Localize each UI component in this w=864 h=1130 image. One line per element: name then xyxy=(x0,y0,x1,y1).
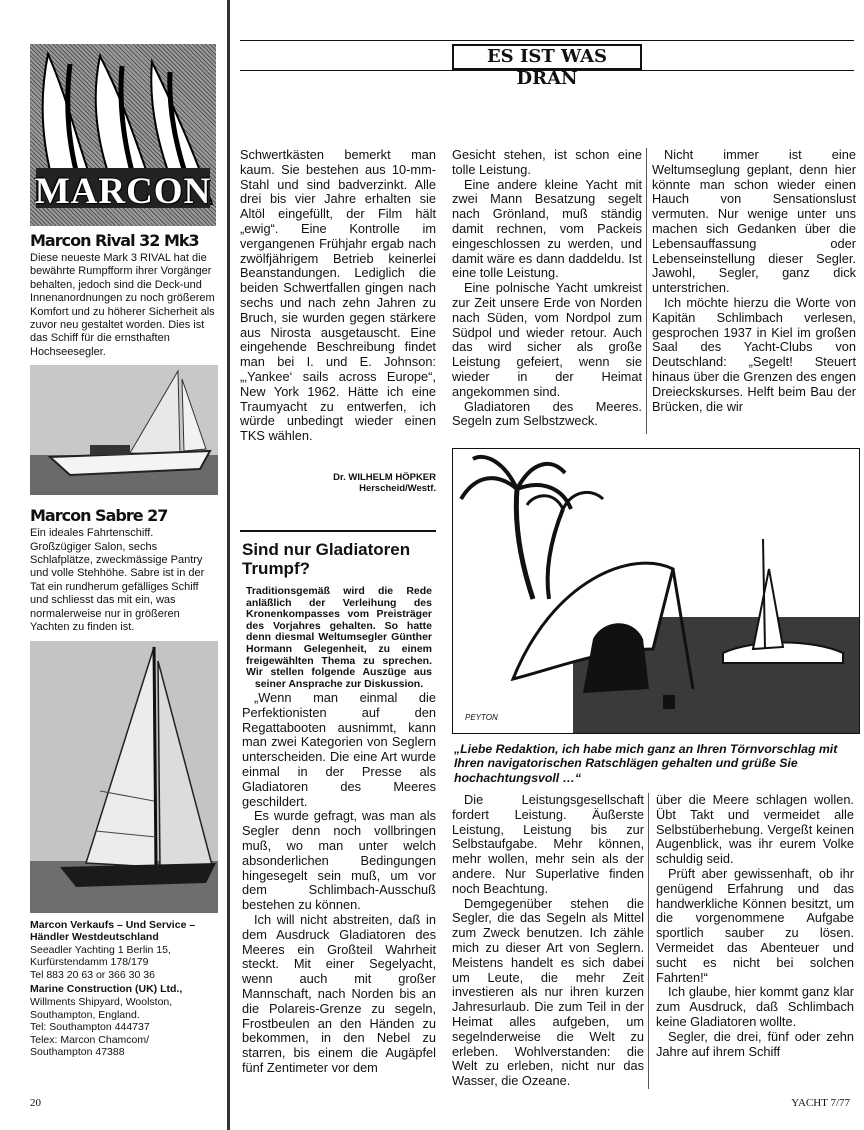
letter-column-2 xyxy=(452,148,642,429)
dealer-uk-line: Willments Shipyard, Woolston, xyxy=(30,996,173,1009)
paragraph: über die Meere schlagen wollen. Übt Takt und vermeidet alle Selbstüberhebung. Vergeßt keinen Augenblick, was ihr eurem Volke schuldig seid. xyxy=(656,792,854,867)
cartoon-signature: PEYTON xyxy=(465,713,498,722)
paragraph: Ich glaube, hier kommt ganz klar zum Ausdruck, daß Schlimbach keine Gladiatoren wollte. xyxy=(656,984,854,1029)
dealer-uk-title: Marine Construction (UK) Ltd., xyxy=(30,983,183,996)
paragraph: „Wenn man einmal die Perfektionisten auf den Regattabooten ausnimmt, kann man zwei Kategorien von Seglern unterscheiden. Die eine Art wurde einmal in der Presse als Gladiatoren des Meeres geschildert. xyxy=(242,690,436,809)
column-rule xyxy=(646,148,647,434)
article-body xyxy=(242,691,436,1076)
gutter-rule xyxy=(227,0,230,1130)
paragraph: Ich will nicht abstreiten, daß in dem Ausdruck Gladiatoren des Meeres ein Großteil Wahrheit steckt. Mit einer Segelyacht, wenn auch mit großer Mannschaft, nach Norden bis an die Polareis-Grenze zu segeln, Frostbeulen an den Händen zu bekommen, in den Nebel zu starren, bis einem die Augäpfel fünf Zentimeter vor dem xyxy=(242,911,436,1075)
paragraph: Prüft aber gewissenhaft, ob ihr genügend Erfahrung und das handwerkliche Können besitzt, um die vorgenommene Aufgabe sportlich sauber zu lösen. Vermeidet das Abenteuer und sucht es nicht bei solchen Fahrten!“ xyxy=(656,865,854,985)
paragraph: Gladiatoren des Meeres. Segeln zum Selbstzweck. xyxy=(452,398,642,429)
dealer-uk-line: Tel: Southampton 444737 xyxy=(30,1021,150,1034)
dealer-uk-line: Telex: Marcon Chamcom/ xyxy=(30,1033,150,1046)
paragraph: Eine andere kleine Yacht mit zwei Mann Besatzung segelt nach Grönland, muß ständig damit rechnen, vom Packeis eingeschlossen zu werden, und damit wäre es dann daddeldu. Ist eine tolle Leistung. xyxy=(452,176,642,281)
paragraph: Gesicht stehen, ist schon eine tolle Leistung. xyxy=(452,147,642,177)
article-column-3 xyxy=(656,793,854,1059)
island-cartoon-icon xyxy=(453,449,860,734)
rival-photo xyxy=(30,365,218,495)
section-banner: ES IST WAS DRAN xyxy=(452,44,642,70)
paragraph: Eine polnische Yacht umkreist zur Zeit unsere Erde von Norden nach Süden, vom Nordpol zum Südpol und wieder retour. Auch das wird sicher als große Leistung gefeiert, wenn sie wieder in der Heimat angekommen sind. xyxy=(452,280,642,399)
signature-name: Dr. WILHELM HÖPKER xyxy=(333,472,436,483)
issue-label: YACHT 7/77 xyxy=(791,1097,850,1109)
sabre-photo xyxy=(30,641,218,913)
article-column-2 xyxy=(452,793,644,1089)
sabre-text: Ein ideales Fahrtenschiff. Großzügiger Salon, sechs Schlafplätze, zweckmässige Pantry und volle Stehhöhe. Sabre ist in der Tat ein rundherum gefälliges Schiff und schliesst das mit ein, was normalerweise nur in größeren Yachten zu finden ist. xyxy=(30,527,205,634)
paragraph: Nicht immer ist eine Weltumseglung geplant, denn hier könnte man schon wieder einen Hauch von Sensationslust vermuten. Nur wenige unter uns machen sich Gedanken über die Lebensauffassung oder Lebenseinstellung dieser Segler. Jawohl, Segler, ganz dick unterstrichen. xyxy=(652,147,856,296)
paragraph: Die Leistungsgesellschaft fordert Leistung. Äußerste Leistung, Leistung bis zur Selbstaufgabe. Mehr können, mehr wollen, mehr sein als der andere. Nur Superlative finden noch Beachtung. xyxy=(452,792,644,896)
article-rule xyxy=(240,530,436,532)
dealer-uk-line: Southampton 47388 xyxy=(30,1046,125,1059)
letter-column-1 xyxy=(240,148,436,444)
rival-title: Marcon Rival 32 Mk3 xyxy=(30,231,199,250)
marcon-advertisement xyxy=(30,44,220,1059)
paragraph: Segler, die drei, fünf oder zehn Jahre auf ihrem Schiff xyxy=(656,1028,854,1059)
contact-block xyxy=(30,919,224,1060)
dealer-germany-line: Kurfürstendamm 178/179 xyxy=(30,956,149,969)
signature-place: Herscheid/Westf. xyxy=(359,483,436,494)
letter-column-3 xyxy=(652,148,856,414)
banner-rule-top xyxy=(240,40,854,41)
article-intro: Traditionsgemäß wird die Rede anläßlich der Verleihung des Kronenkompasses vom Preisträger des Vorjahres gehalten. So hatte denn diesmal Weltumsegler Günther Hormann Gelegenheit, zu einem freigewählten Thema zu sprechen. Wir stellen folgende Auszüge aus seiner Ansprache zur Diskussion. xyxy=(246,585,432,690)
page-number: 20 xyxy=(30,1097,41,1109)
sabre-title: Marcon Sabre 27 xyxy=(30,506,168,526)
yacht-photo-icon xyxy=(30,365,218,495)
paragraph: Es wurde gefragt, was man als Segler denn noch vollbringen muß, wo man unter welch absonderlichen Bedingungen hingesegelt sein muß, um vor dem Schlimbach-Ausschuß bestehen zu können. xyxy=(242,808,436,913)
paragraph: Demgegenüber stehen die Segler, die das Segeln als Mittel zum Zweck benutzen. Ich zähle mich zu dieser Art von Seglern. Meistens handelt es sich dabei um Leute, die mehr Zeit investieren als nur ihren kurzen Jahresurlaub. Die zum Teil in der Heimat alles aufgeben, um segelnderweise die Welt zu erleben. Wohlverstanden: die Welt zu erleben, nicht nur das Wasser, die Ozeane. xyxy=(452,895,644,1089)
dealer-germany-line: Tel 883 20 63 or 366 30 36 xyxy=(30,968,155,981)
letter-text: Schwertkästen bemerkt man kaum. Sie bestehen aus 10-mm-Stahl und sind badverzinkt. Alle drei bis vier Jahre erhalten sie Altöl eingefüllt, der Film hält „ewig“. Eine Kontrolle im vergangenen Frühjahr ergab nach zwölfjährigem Betrieb keinerlei Beanstandungen. Lediglich die beiden Schwertfallen gingen nach sechs und nach zehn Jahren zu Bruch, sie wurden gegen stärkere aus Nirosta ausgetauscht. Eine eingehende Beschreibung findet man bei I. und E. Johnson: „‚Yankee‘ sails across Europe“, New York 1962. Hätte ich eine Traumyacht zu entwerfen, ich würde unbedingt wieder einen TKS wählen. xyxy=(240,147,436,444)
paragraph: Ich möchte hierzu die Worte von Kapitän Schlimbach verlesen, gesprochen 1937 in Kiel im großen Saal des Yacht-Clubs von Deutschland: „Segelt! Steuert hinaus über die Grenzen des engen Dreieckskurses. Helft beim Bau der Brücken, die wir xyxy=(652,294,856,414)
sailboat-photo-icon xyxy=(30,641,218,913)
marcon-logo xyxy=(30,44,216,226)
logo-wordmark: MARCON xyxy=(34,171,212,212)
dealer-uk-line: Southampton, England. xyxy=(30,1008,140,1021)
dealer-germany-line: Seeadler Yachting 1 Berlin 15, xyxy=(30,943,171,956)
column-rule xyxy=(648,793,649,1089)
article-title: Sind nur Gladiatoren Trumpf? xyxy=(242,540,411,578)
cartoon-caption: „Liebe Redaktion, ich habe mich ganz an Ihren Törnvorschlag mit Ihren navigatorischen Ratschlägen gehalten und grüße Sie hochachtungsvoll …“ xyxy=(454,742,838,785)
dealer-germany-title: Marcon Verkaufs – Und Service – Händler Westdeutschland xyxy=(30,918,196,944)
cartoon xyxy=(452,448,860,734)
rival-text: Diese neueste Mark 3 RIVAL hat die bewährte Rumpfform ihrer Vorgänger behalten, jedoch sind die Deck-und Innenanordnungen zu noch größerem Komfort und zu höherer Sicherheit als zuvor neu gestaltet worden. Dies ist das Schiff für die ernsthaften Hochseesegler. xyxy=(30,252,215,358)
letter-signature xyxy=(280,472,436,494)
